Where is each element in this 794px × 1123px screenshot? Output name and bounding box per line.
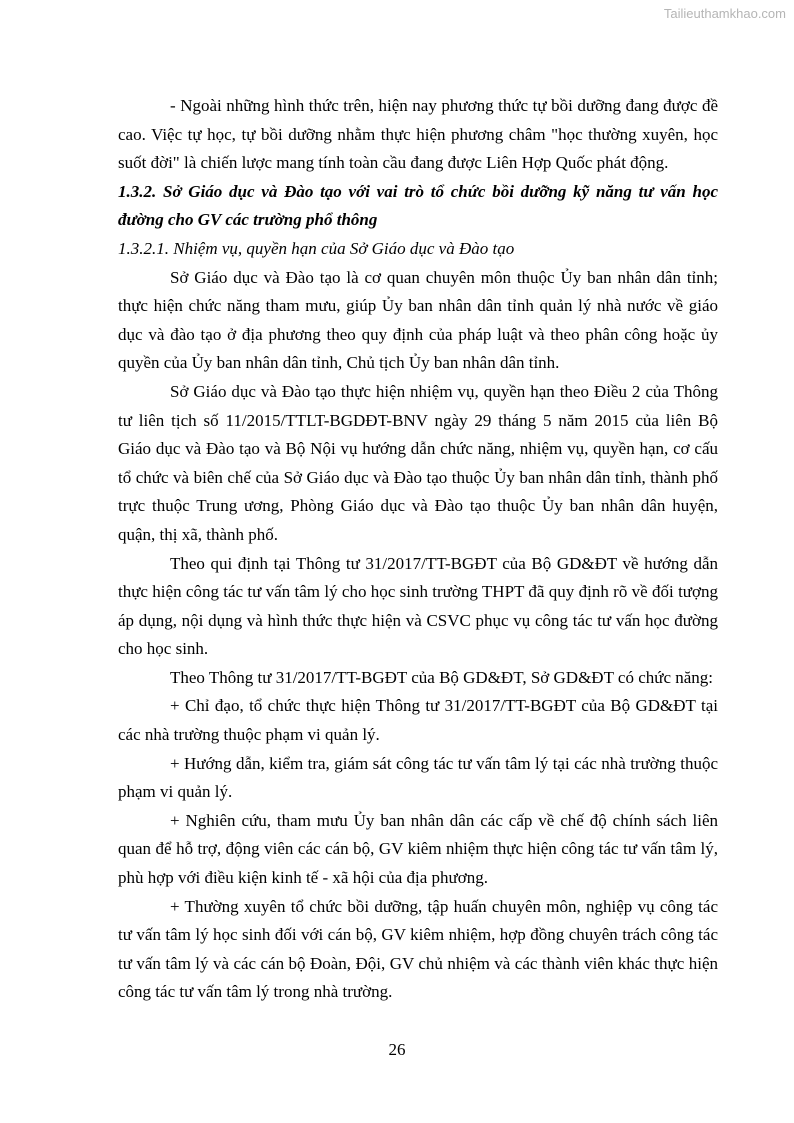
list-item: + Hướng dẫn, kiểm tra, giám sát công tác tư vấn tâm lý tại các nhà trường thuộc phạm vi quản lý. — [118, 753, 718, 802]
section-heading-1-3-2: 1.3.2. Sở Giáo dục và Đào tạo với vai trò tổ chức bồi dưỡng kỹ năng tư vấn học đường cho GV các trường phổ thông — [118, 181, 718, 230]
list-item: + Thường xuyên tổ chức bồi dưỡng, tập huấn chuyên môn, nghiệp vụ công tác tư vấn tâm lý học sinh đối với cán bộ, GV kiêm nhiệm, hợp đồng chuyên trách công tác tư vấn tâm lý và các cán bộ Đoàn, Đội, GV chủ nhiệm và các thành viên khác thực hiện công tác tư vấn tâm lý trong nhà trường. — [118, 896, 718, 1002]
paragraph: Theo Thông tư 31/2017/TT-BGĐT của Bộ GD&ĐT, Sở GD&ĐT có chức năng: — [170, 667, 714, 687]
subsection-heading-1-3-2-1: 1.3.2.1. Nhiệm vụ, quyền hạn của Sở Giáo dục và Đào tạo — [118, 238, 515, 258]
paragraph-intro: - Ngoài những hình thức trên, hiện nay phương thức tự bồi dưỡng đang được đề cao. Việc tự học, tự bồi dưỡng nhằm thực hiện phương châm "học thường xuyên, học suốt đời" là chiến lược mang tính toàn cầu đang được Liên Hợp Quốc phát động. — [118, 96, 718, 173]
paragraph: Theo qui định tại Thông tư 31/2017/TT-BGĐT của Bộ GD&ĐT về hướng dẫn thực hiện công tác tư vấn tâm lý cho học sinh trường THPT đã quy định rõ về đối tượng áp dụng, nội dụng và hình thức thực hiện và CSVC phục vụ công tác tư vấn học đường cho học sinh. — [118, 553, 718, 659]
list-item: + Chỉ đạo, tổ chức thực hiện Thông tư 31/2017/TT-BGĐT của Bộ GD&ĐT tại các nhà trường thuộc phạm vi quản lý. — [118, 696, 718, 745]
paragraph: Sở Giáo dục và Đào tạo thực hiện nhiệm vụ, quyền hạn theo Điều 2 của Thông tư liên tịch số 11/2015/TTLT-BGDĐT-BNV ngày 29 tháng 5 năm 2015 của liên Bộ Giáo dục và Đào tạo và Bộ Nội vụ hướng dẫn chức năng, nhiệm vụ, quyền hạn, cơ cấu tổ chức và biên chế của Sở Giáo dục và Đào tạo thuộc Ủy ban nhân dân tỉnh, thành phố trực thuộc Trung ương, Phòng Giáo dục và Đào tạo thuộc Ủy ban nhân dân huyện, quận, thị xã, thành phố. — [118, 381, 718, 544]
paragraph: Sở Giáo dục và Đào tạo là cơ quan chuyên môn thuộc Ủy ban nhân dân tỉnh; thực hiện chức năng tham mưu, giúp Ủy ban nhân dân tỉnh quản lý nhà nước về giáo dục và đào tạo ở địa phương theo quy định của pháp luật và theo phân công hoặc ủy quyền của Ủy ban nhân dân tỉnh, Chủ tịch Ủy ban nhân dân tỉnh. — [118, 267, 718, 373]
watermark-text: Tailieuthamkhao.com — [663, 6, 786, 21]
list-item: + Nghiên cứu, tham mưu Ủy ban nhân dân các cấp về chế độ chính sách liên quan để hỗ trợ, động viên các cán bộ, GV kiêm nhiệm thực hiện công tác tư vấn tâm lý, phù hợp với điều kiện kinh tế - xã hội của địa phương. — [118, 810, 718, 888]
document-body — [118, 92, 718, 1007]
page-number: 26 — [388, 1040, 406, 1059]
